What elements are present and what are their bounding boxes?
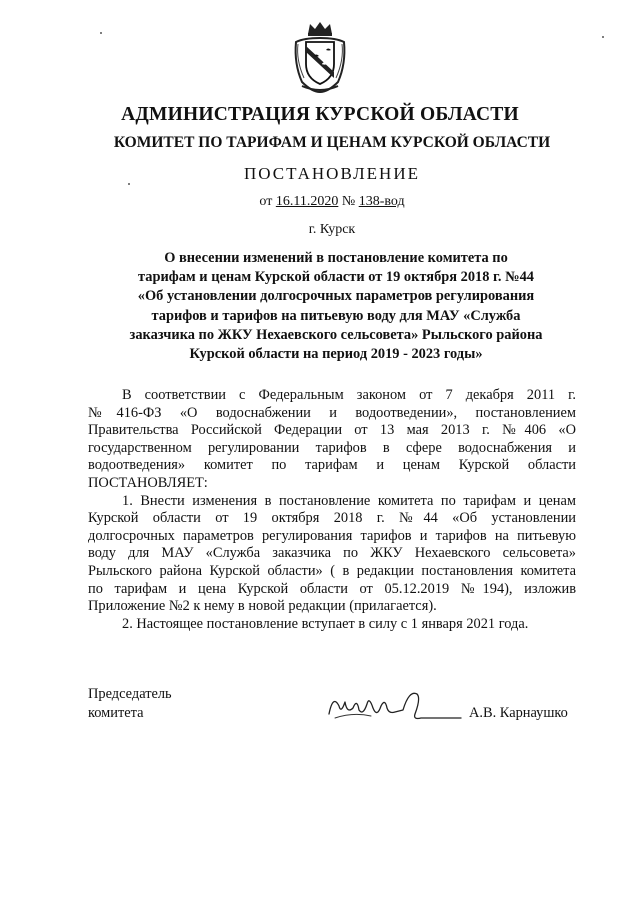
- preamble-line: В соответствии с Федеральным законом от 7 декабря 2011 г.: [122, 387, 576, 403]
- item2-line: 2. Настоящее постановление вступает в силу с 1 января 2021 года.: [122, 615, 529, 632]
- item1-line: 1. Внести изменения в постановление комитета по тарифам и ценам: [122, 492, 576, 509]
- handwritten-signature: [323, 684, 463, 728]
- coat-of-arms-emblem: [292, 20, 348, 94]
- subject-line: заказчика по ЖКУ Нехаевского сельсовета» Рыльского района: [129, 326, 543, 343]
- item1-line: по тарифам и цена Курской области от 05.12.2019 №194), изложив: [88, 580, 576, 597]
- item1-line: долгосрочных параметров регулирования тарифов и тарифов на питьевую: [88, 527, 576, 544]
- organization-title: АДМИНИСТРАЦИЯ КУРСКОЙ ОБЛАСТИ: [121, 104, 519, 125]
- item1-line: Рыльского района Курской области» ( в редакции постановления комитета: [88, 562, 576, 579]
- subject-line: О внесении изменений в постановление комитета по: [164, 250, 508, 266]
- subject-line: тарифам и ценам Курской области от 19 октября 2018 г. №44: [138, 269, 534, 286]
- scan-speck: [602, 36, 604, 38]
- item1-line: Приложение №2 к нему в новой редакции (прилагается).: [88, 598, 437, 615]
- document-number: 138-вод: [358, 194, 405, 209]
- preamble-line: водоотведения» комитет по тарифам и ценам Курской области: [88, 457, 576, 474]
- document-type: ПОСТАНОВЛЕНИЕ: [243, 164, 420, 183]
- number-prefix: №: [341, 194, 356, 209]
- signatory-name: А.В. Карнаушко: [469, 705, 568, 721]
- date-number-line: [0, 194, 640, 210]
- subject-line: тарифов и тарифов на питьевую воду для МАУ «Служба: [151, 307, 521, 324]
- subject-line: «Об установлении долгосрочных параметров регулирования: [137, 288, 535, 305]
- committee-title: КОМИТЕТ ПО ТАРИФАМ И ЦЕНАМ КУРСКОЙ ОБЛАСТИ: [113, 134, 551, 151]
- signatory-title: [88, 685, 172, 723]
- preamble-line: государственном регулировании тарифов в сфере водоснабжения и: [88, 439, 576, 456]
- date-prefix: от: [259, 194, 273, 209]
- document-subject: [96, 249, 576, 364]
- scan-speck: [128, 183, 130, 185]
- signatory-title-line: Председатель: [88, 686, 172, 702]
- scan-speck: [100, 32, 102, 34]
- document-date: 16.11.2020: [275, 194, 339, 209]
- subject-line: Курской области на период 2019 - 2023 годы»: [189, 346, 483, 363]
- item1-line: Курской области от 19 октября 2018 г. №44 «Об установлении: [88, 510, 576, 527]
- preamble-line: №416-ФЗ «О водоснабжении и водоотведении», постановлением: [88, 404, 576, 421]
- signatory-title-line: комитета: [88, 705, 144, 721]
- document-body: [88, 387, 576, 633]
- preamble-line: Правительства Российской Федерации от 13 мая 2013 г. №406 «О: [88, 422, 576, 439]
- city: г. Курск: [308, 222, 356, 237]
- item1-line: воду для МАУ «Служба заказчика по ЖКУ Нехаевского сельсовета»: [88, 545, 576, 562]
- preamble-line: ПОСТАНОВЛЯЕТ:: [88, 474, 208, 491]
